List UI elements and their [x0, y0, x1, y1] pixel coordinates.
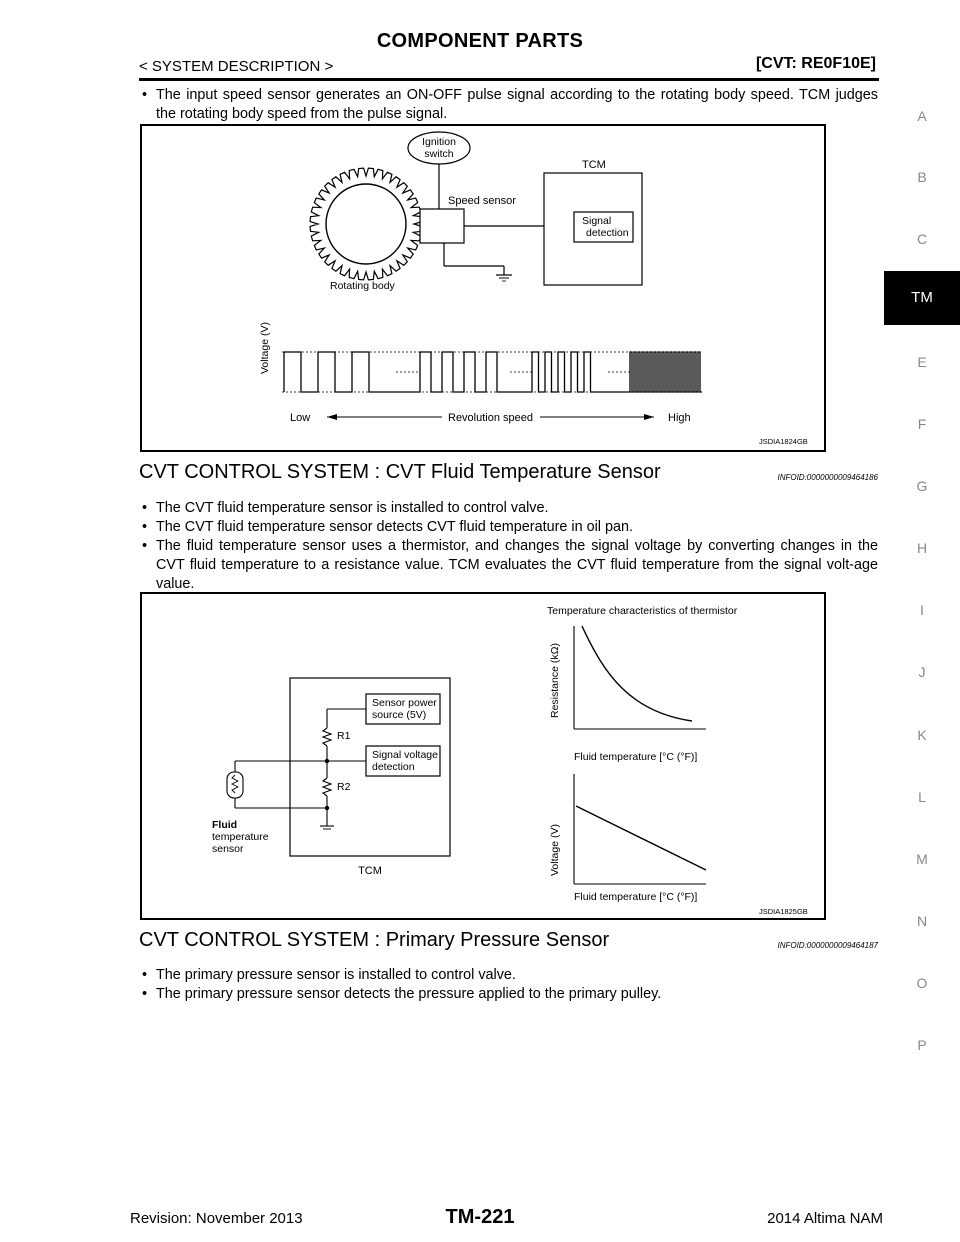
pulse-signal-waveform [284, 352, 702, 392]
section-index [884, 0, 960, 1242]
ignition-label-2: switch [424, 148, 454, 160]
fluid-sensor-label-1: Fluid [212, 819, 238, 831]
figure-id: JSDIA1824GB [759, 437, 808, 446]
index-g[interactable]: G [916, 478, 928, 494]
index-l[interactable]: L [918, 789, 926, 805]
figure-id: JSDIA1825GB [759, 907, 808, 916]
index-k[interactable]: K [917, 727, 927, 743]
index-tm-active[interactable]: TM [884, 271, 960, 325]
footer-page-number: TM-221 [445, 1206, 515, 1228]
r1-label: R1 [337, 730, 351, 742]
primary-pressure-info-id: INFOID:0000000009464187 [777, 941, 878, 950]
arrow-left-icon [327, 414, 337, 420]
fluid-temp-heading: CVT CONTROL SYSTEM : CVT Fluid Temperature Sensor [139, 461, 661, 483]
revolution-speed-label: Revolution speed [448, 412, 534, 424]
index-b[interactable]: B [917, 169, 927, 185]
tcm-label: TCM [358, 865, 382, 877]
fluid-temp-bullet-2: • The CVT fluid temperature sensor detects CVT fluid temperature in oil pan. [142, 519, 633, 535]
fluid-temp-bullet-1: • The CVT fluid temperature sensor is installed to control valve. [142, 500, 549, 516]
tcm-label: TCM [582, 159, 606, 171]
bullet-dot: • [142, 87, 148, 103]
signal-voltage-label-1: Signal voltage [372, 749, 438, 761]
index-j[interactable]: J [918, 664, 926, 680]
signal-label-1: Signal [582, 215, 612, 227]
speed-sensor-box [420, 209, 464, 243]
r2-label: R2 [337, 781, 351, 793]
ignition-label-1: Ignition [422, 136, 456, 148]
index-n[interactable]: N [916, 913, 928, 929]
index-c[interactable]: C [916, 231, 928, 247]
chart-title: Temperature characteristics of thermistor [547, 605, 738, 617]
index-m[interactable]: M [916, 851, 928, 867]
speed-sensor-figure [140, 124, 826, 452]
high-label: High [668, 412, 691, 424]
index-a[interactable]: A [917, 108, 927, 124]
primary-pressure-heading: CVT CONTROL SYSTEM : Primary Pressure Sensor [139, 929, 610, 951]
fluid-temp-info-id: INFOID:0000000009464186 [777, 473, 878, 482]
page-title: COMPONENT PARTS [376, 30, 584, 52]
index-p[interactable]: P [917, 1037, 927, 1053]
fluid-sensor-label-3: sensor [212, 843, 244, 855]
signal-voltage-label-2: detection [372, 761, 415, 773]
index-f[interactable]: F [917, 416, 927, 432]
low-label: Low [290, 412, 311, 424]
primary-pressure-bullet-1: • The primary pressure sensor is installed to control valve. [142, 967, 516, 983]
model-label: [CVT: RE0F10E] [755, 55, 876, 72]
gear-hub [326, 184, 406, 264]
voltage-line [576, 806, 706, 870]
sensor-power-label-1: Sensor power [372, 697, 437, 709]
index-i[interactable]: I [920, 602, 924, 618]
temp-axis-label-1: Fluid temperature [°C (°F)] [574, 751, 698, 763]
thermistor-figure [140, 592, 826, 920]
speed-sensor-label: Speed sensor [448, 195, 516, 207]
temp-axis-label-2: Fluid temperature [°C (°F)] [574, 891, 698, 903]
rotating-body-label: Rotating body [330, 280, 395, 292]
index-e[interactable]: E [917, 354, 927, 370]
signal-label-2: detection [586, 227, 629, 239]
fluid-temp-bullet-3: • The fluid temperature sensor uses a thermistor, and changes the signal voltage by converting changes in the CVT fluid temperature to a resistance value. TCM evaluates the CVT fluid temperature from the signal volt-age value. [142, 538, 878, 592]
arrow-right-icon [644, 414, 654, 420]
voltage-axis-label: Voltage (V) [259, 322, 271, 374]
section-label: < SYSTEM DESCRIPTION > [139, 58, 334, 75]
primary-pressure-bullet-2: • The primary pressure sensor detects the pressure applied to the primary pulley. [142, 986, 662, 1002]
header-rule [139, 78, 879, 81]
footer-revision: Revision: November 2013 [130, 1210, 303, 1227]
index-o[interactable]: O [916, 975, 928, 991]
speed-sensor-diagram [142, 126, 824, 450]
index-h[interactable]: H [916, 540, 928, 556]
speed-sensor-bullet: • The input speed sensor generates an ON-OFF pulse signal according to the rotating body speed. TCM judges the rotating body speed from the pulse signal. [142, 87, 878, 122]
footer-model: 2014 Altima NAM [767, 1210, 883, 1227]
resistance-axis-label: Resistance (kΩ) [549, 643, 561, 718]
voltage-axis-label: Voltage (V) [549, 824, 561, 876]
sensor-power-label-2: source (5V) [372, 709, 427, 721]
thermistor-diagram [142, 594, 824, 918]
fluid-sensor-label-2: temperature [212, 831, 269, 843]
resistance-curve [582, 626, 692, 721]
